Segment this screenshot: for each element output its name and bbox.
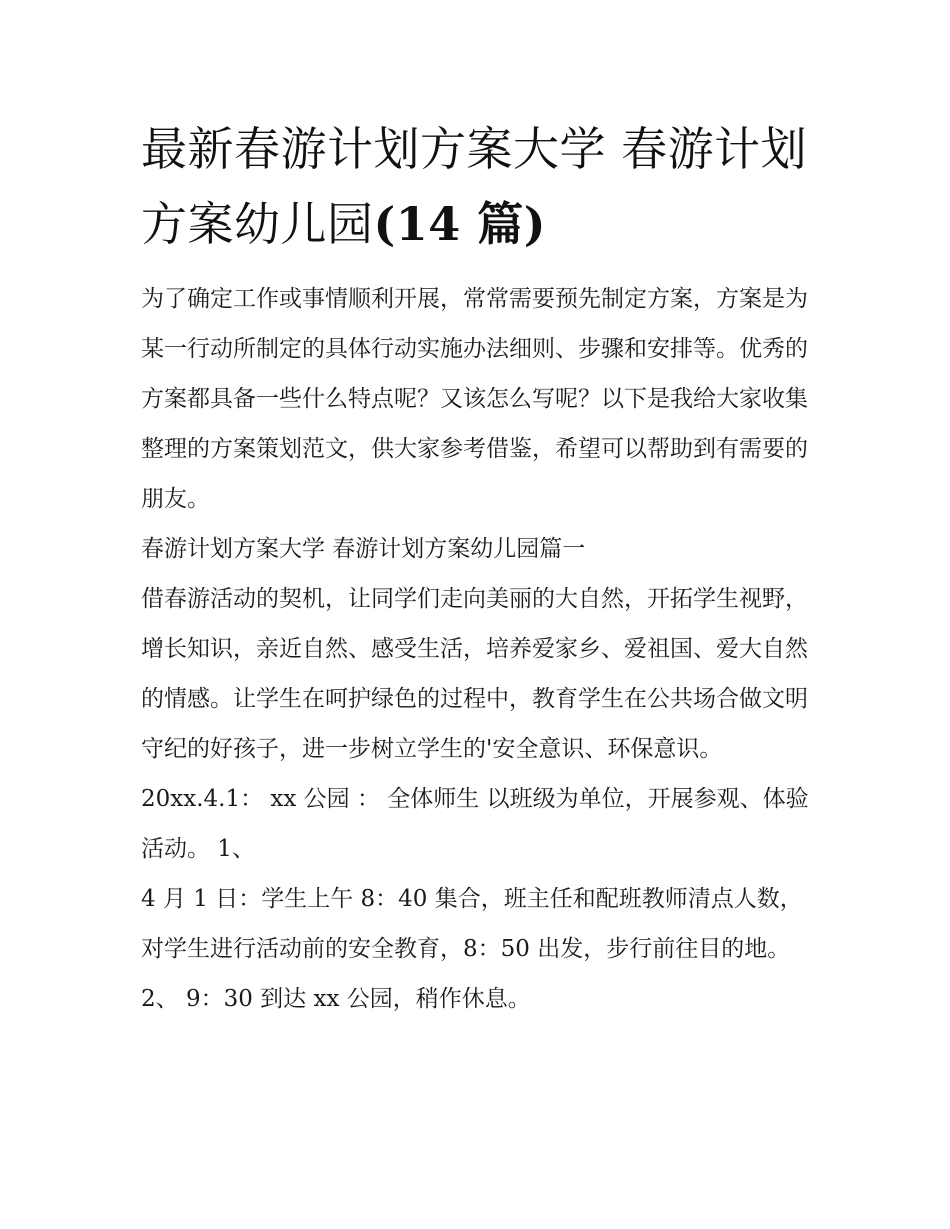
document-content bbox=[141, 112, 821, 1024]
document-title-count: (14 篇) bbox=[373, 197, 547, 251]
document-title-main: 最新春游计划方案大学 春游计划方案幼儿园 bbox=[141, 122, 808, 251]
section-heading: 春游计划方案大学 春游计划方案幼儿园篇一 bbox=[141, 536, 586, 562]
body-paragraph-purpose: 借春游活动的契机，让同学们走向美丽的大自然，开拓学生视野，增长知识，亲近自然、感受生活，培养爱家乡、爱祖国、爱大自然的情感。让学生在呵护绿色的过程中，教育学生在公共场合做文明守纪的好孩子，进一步树立学生的'安全意识、环保意识。 bbox=[141, 586, 808, 762]
body-paragraph-itinerary: 4 月 1 日：学生上午 8：40 集合，班主任和配班教师清点人数，对学生进行活动前的安全教育，8：50 出发，步行前往目的地。 2、 9：30 到达 xx 公园，稍作休息。 bbox=[141, 886, 803, 1012]
body-paragraph-schedule: 20xx.4.1： xx 公园 ： 全体师生 以班级为单位，开展参观、体验活动。 1、 bbox=[141, 786, 809, 862]
document-title bbox=[141, 112, 821, 262]
intro-paragraph: 为了确定工作或事情顺利开展，常常需要预先制定方案，方案是为某一行动所制定的具体行动实施办法细则、步骤和安排等。优秀的方案都具备一些什么特点呢？又该怎么写呢？以下是我给大家收集整理的方案策划范文，供大家参考借鉴，希望可以帮助到有需要的朋友。 bbox=[141, 286, 808, 512]
